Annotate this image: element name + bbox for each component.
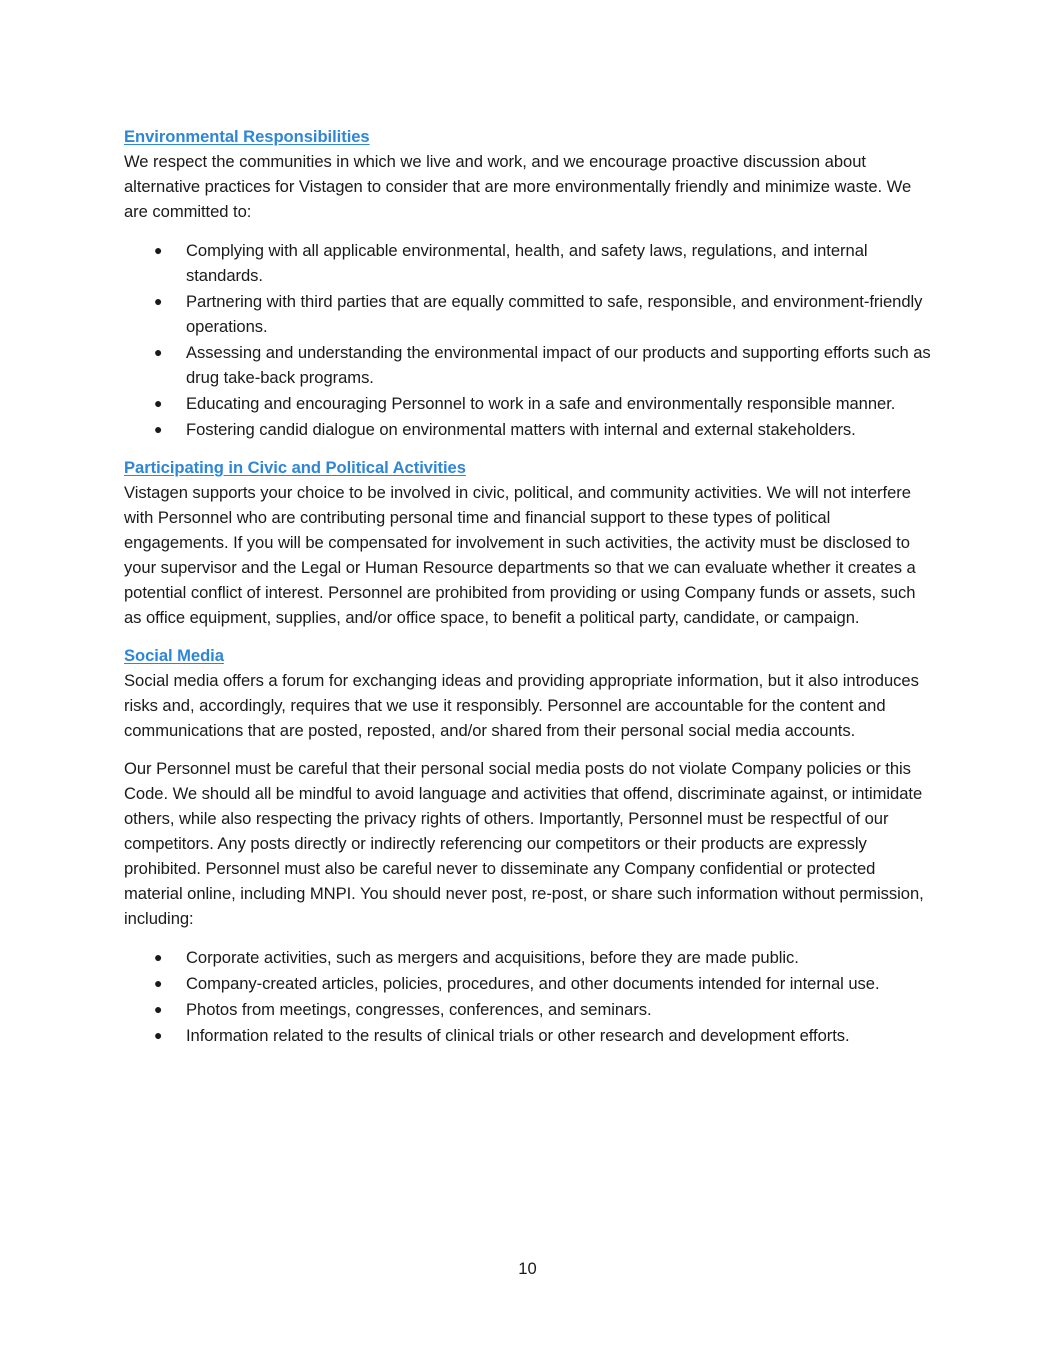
bullet-icon: ● [154,395,163,411]
list-item [124,289,936,339]
list-item-text: Partnering with third parties that are equally committed to safe, responsible, and environment-friendly operations. [186,292,923,336]
bullet-icon: ● [154,293,163,309]
list-item [124,391,936,416]
list-item [124,997,936,1022]
heading-environmental-responsibilities[interactable]: Environmental Responsibilities [124,127,370,146]
list-item-text: Educating and encouraging Personnel to work in a safe and environmentally responsible manner. [186,394,896,413]
list-item [124,238,936,288]
section-environmental-responsibilities [124,124,936,442]
section-civic-political-activities [124,455,936,630]
social-media-para-1: Social media offers a forum for exchanging ideas and providing appropriate information, but it also introduces risks and, accordingly, requires that we use it responsibly. Personnel are accountable for the content and communications that are posted, reposted, and/or shared from their personal social media accounts. [124,671,919,740]
bullet-icon: ● [154,421,163,437]
bullet-icon: ● [154,949,163,965]
list-item-text: Complying with all applicable environmental, health, and safety laws, regulations, and internal standards. [186,241,868,285]
social-media-para-2: Our Personnel must be careful that their personal social media posts do not violate Company policies or this Code. We should all be mindful to avoid language and activities that offend, discriminate against, or intimidate others, while also respecting the privacy rights of others. Importantly, Personnel must be respectful of our competitors. Any posts directly or indirectly referencing our competitors or their products are expressly prohibited. Personnel must also be careful never to disseminate any Company confidential or protected material online, including MNPI. You should never post, re-post, or share such information without permission, including: [124,759,924,928]
list-item-text: Corporate activities, such as mergers and acquisitions, before they are made public. [186,948,799,967]
environmental-commitments-list [124,238,936,442]
bullet-icon: ● [154,975,163,991]
heading-social-media[interactable]: Social Media [124,646,224,665]
civic-body: Vistagen supports your choice to be involved in civic, political, and community activities. We will not interfere with Personnel who are contributing personal time and financial support to these types of political engagements. If you will be compensated for involvement in such activities, the activity must be disclosed to your supervisor and the Legal or Human Resource departments so that we can evaluate whether it creates a potential conflict of interest. Personnel are prohibited from providing or using Company funds or assets, such as office equipment, supplies, and/or office space, to benefit a political party, candidate, or campaign. [124,483,916,627]
social-media-prohibited-list [124,945,936,1048]
bullet-icon: ● [154,242,163,258]
list-item [124,945,936,970]
page-number: 10 [518,1259,537,1278]
environmental-intro: We respect the communities in which we live and work, and we encourage proactive discussion about alternative practices for Vistagen to consider that are more environmentally friendly and minimize waste. We are committed to: [124,152,912,221]
list-item-text: Fostering candid dialogue on environmental matters with internal and external stakeholders. [186,420,856,439]
document-page [124,124,936,1049]
bullet-icon: ● [154,1027,163,1043]
list-item-text: Assessing and understanding the environmental impact of our products and supporting efforts such as drug take-back programs. [186,343,931,387]
list-item [124,1023,936,1048]
list-item-text: Photos from meetings, congresses, conferences, and seminars. [186,1000,652,1019]
list-item [124,340,936,390]
section-social-media [124,643,936,1048]
list-item-text: Company-created articles, policies, procedures, and other documents intended for internal use. [186,974,880,993]
list-item [124,971,936,996]
list-item-text: Information related to the results of clinical trials or other research and development efforts. [186,1026,850,1045]
heading-civic-political-activities[interactable]: Participating in Civic and Political Activities [124,458,466,477]
bullet-icon: ● [154,344,163,360]
bullet-icon: ● [154,1001,163,1017]
list-item [124,417,936,442]
